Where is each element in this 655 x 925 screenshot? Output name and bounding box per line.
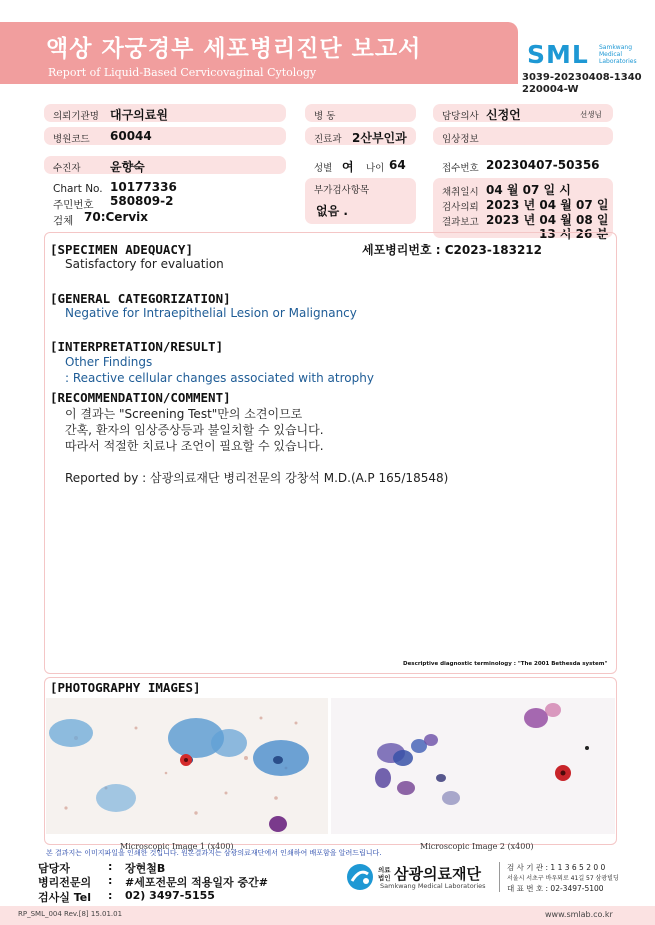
general-text: Negative for Intraepithelial Lesion or Malignancy <box>65 306 357 320</box>
microscopic-image-1 <box>46 698 328 834</box>
person-colon: : <box>108 860 113 873</box>
photo-heading: [PHOTOGRAPHY IMAGES] <box>50 680 201 695</box>
org-line-1: 검 사 기 관 : 1 1 3 6 5 2 0 0 <box>507 863 606 872</box>
chart-value: 10177336 <box>110 180 177 194</box>
report-title: 액상 자궁경부 세포병리진단 보고서 <box>46 36 422 62</box>
collect-label: 채취일시 <box>442 187 479 198</box>
doctor-suffix: 선생님 <box>580 110 602 119</box>
interp-heading: [INTERPRETATION/RESULT] <box>50 339 224 354</box>
rrn-value: 580809-2 <box>110 194 174 208</box>
hospital-code-label: 병원코드 <box>53 134 90 145</box>
org-line-3: 대 표 번 호 : 02-3497-5100 <box>507 884 604 893</box>
person-label: 담당자 <box>38 862 70 875</box>
report-number <box>522 72 642 96</box>
recom-text-3: 따라서 적절한 치료나 조언이 필요할 수 있습니다. <box>65 439 324 453</box>
recom-text-2: 간혹, 환자의 임상증상등과 불일치할 수 있습니다. <box>65 423 324 437</box>
pathologist-label: 병리전문의 <box>38 876 92 889</box>
foundation-logo-icon <box>345 862 375 892</box>
ward-label: 병 동 <box>314 111 336 122</box>
photo-caption-2: Microscopic Image 2 (x400) <box>420 842 534 851</box>
extra-test-label: 부가검사항목 <box>314 185 370 196</box>
org-name-en: Samkwang Medical Laboratories <box>380 882 486 890</box>
hospital-code-value: 60044 <box>110 129 152 143</box>
extra-test-value: 없음 . <box>316 204 348 218</box>
dept-label: 진료과 <box>314 134 342 145</box>
pathologist-value: #세포전문의 적용일자 중간# <box>125 876 268 889</box>
general-heading: [GENERAL CATEGORIZATION] <box>50 291 231 306</box>
tel-label: 검사실 Tel <box>38 891 91 904</box>
request-value: 2023 년 04 월 07 일 <box>486 198 609 212</box>
interp-text-1: Other Findings <box>65 355 153 369</box>
doctor-label: 담당의사 <box>442 111 479 122</box>
reported-by: Reported by : 삼광의료재단 병리전문의 강창석 M.D.(A.P 165/18548) <box>65 471 449 485</box>
receipt-value: 20230407-50356 <box>486 158 600 172</box>
tel-colon: : <box>108 889 113 902</box>
adequacy-text: Satisfactory for evaluation <box>65 257 224 271</box>
specimen-label: 검체 <box>53 215 74 227</box>
sex-label: 성별 <box>314 163 333 174</box>
sml-logo-subtitle: Samkwang Medical Laboratories <box>599 44 637 65</box>
org-line-2: 서울시 서초구 바우뫼로 41길 57 삼광빌딩 <box>507 875 619 882</box>
adequacy-heading: [SPECIMEN ADEQUACY] <box>50 242 193 257</box>
report-subtitle: Report of Liquid-Based Cervicovaginal Cytology <box>48 66 317 79</box>
pathologist-colon: : <box>108 874 113 887</box>
institution-value: 대구의료원 <box>110 108 168 122</box>
org-divider <box>499 862 500 892</box>
recom-text-1: 이 결과는 "Screening Test"만의 소견이므로 <box>65 407 303 421</box>
cyto-number: 세포병리번호 : C2023-183212 <box>362 243 542 257</box>
institution-label: 의뢰기관명 <box>53 111 99 122</box>
recom-heading: [RECOMMENDATION/COMMENT] <box>50 390 231 405</box>
report-number-line2: 220004-W <box>522 84 579 95</box>
dept-value: 2산부인과 <box>352 131 407 145</box>
specimen-value: 70:Cervix <box>84 210 149 224</box>
patient-value: 윤향숙 <box>110 160 145 174</box>
website: www.smlab.co.kr <box>545 910 613 919</box>
sex-value: 여 <box>342 160 354 174</box>
collect-value: 04 월 07 일 시 <box>486 183 571 197</box>
age-value: 64 <box>389 158 406 172</box>
request-label: 검사의뢰 <box>442 202 479 213</box>
terminology-note: Descriptive diagnostic terminology : "The 2001 Bethesda system" <box>403 661 608 667</box>
result-label: 결과보고 <box>442 217 479 228</box>
receipt-label: 접수번호 <box>442 163 479 174</box>
person-value: 장현철B <box>125 862 166 875</box>
result-time: 13 시 26 분 <box>539 227 609 241</box>
rrn-label: 주민번호 <box>53 199 94 211</box>
tel-value: 02) 3497-5155 <box>125 889 215 902</box>
report-number-line1: 3039-20230408-1340 <box>522 72 642 83</box>
form-number: RP_SML_004 Rev.[8] 15.01.01 <box>18 910 123 918</box>
clinical-label: 임상정보 <box>442 134 479 145</box>
footer-notice: 본 결과지는 이미지파일을 인쇄한 것입니다. 원본결과지는 삼광의료재단에서 인쇄하여 배포함을 알려드립니다. <box>46 849 382 857</box>
doctor-value: 신정언 <box>486 108 521 122</box>
sml-logo: SML <box>527 40 589 69</box>
chart-label: Chart No. <box>53 183 103 195</box>
org-prefix: 의료법인 <box>378 866 391 882</box>
age-label: 나이 <box>366 163 385 174</box>
microscopic-image-2 <box>331 698 615 834</box>
interp-text-2: : Reactive cellular changes associated with atrophy <box>65 371 374 385</box>
result-value: 2023 년 04 월 08 일 <box>486 213 609 227</box>
photo-caption-1: Microscopic Image 1 (x400) <box>120 842 234 851</box>
patient-label: 수진자 <box>53 163 81 174</box>
org-name: 삼광의료재단 <box>394 865 481 883</box>
